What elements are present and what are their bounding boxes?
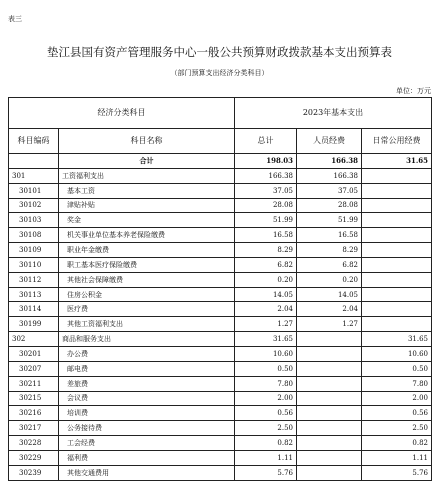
- cell-code: 30217: [9, 421, 59, 436]
- cell-personnel: [297, 421, 362, 436]
- table-row: [9, 436, 432, 451]
- cell-total: 6.82: [235, 257, 297, 272]
- table-row: [9, 272, 432, 287]
- cell-public: [362, 213, 432, 228]
- cell-name: 邮电费: [59, 361, 235, 376]
- cell-total: 5.76: [235, 465, 297, 480]
- cell-public: [362, 243, 432, 258]
- cell-name: 工资福利支出: [59, 168, 235, 183]
- cell-name: 公务接待费: [59, 421, 235, 436]
- header-name: 科目名称: [59, 129, 235, 154]
- cell-total: 1.27: [235, 317, 297, 332]
- cell-name: 其他交通费用: [59, 465, 235, 480]
- table-row: [9, 346, 432, 361]
- cell-public: 0.82: [362, 436, 432, 451]
- cell-personnel: 166.38: [297, 154, 362, 169]
- cell-public: 31.65: [362, 154, 432, 169]
- cell-code: 30228: [9, 436, 59, 451]
- cell-name: 奖金: [59, 213, 235, 228]
- cell-total: 198.03: [235, 154, 297, 169]
- cell-total: 14.05: [235, 287, 297, 302]
- cell-total: 0.56: [235, 406, 297, 421]
- cell-total: 7.80: [235, 376, 297, 391]
- table-row: [9, 376, 432, 391]
- table-row: [9, 228, 432, 243]
- cell-public: 10.60: [362, 346, 432, 361]
- cell-public: [362, 302, 432, 317]
- cell-code: 30109: [9, 243, 59, 258]
- cell-code: 302: [9, 332, 59, 347]
- cell-public: 0.56: [362, 406, 432, 421]
- table-body: [9, 154, 432, 481]
- cell-code: 30211: [9, 376, 59, 391]
- cell-code: 30112: [9, 272, 59, 287]
- cell-total: 0.50: [235, 361, 297, 376]
- table-row: [9, 465, 432, 480]
- page-subtitle: （部门预算支出经济分类科目）: [170, 69, 269, 77]
- cell-personnel: 37.05: [297, 183, 362, 198]
- header-row-group: [9, 98, 432, 129]
- cell-personnel: [297, 465, 362, 480]
- cell-public: [362, 168, 432, 183]
- cell-personnel: 14.05: [297, 287, 362, 302]
- cell-total: 0.82: [235, 436, 297, 451]
- cell-personnel: 28.08: [297, 198, 362, 213]
- cell-personnel: 51.99: [297, 213, 362, 228]
- header-year-basic: 2023年基本支出: [235, 98, 432, 129]
- table-row: [9, 450, 432, 465]
- cell-name: 合计: [59, 154, 235, 169]
- cell-code: 301: [9, 168, 59, 183]
- cell-public: 5.76: [362, 465, 432, 480]
- header-econ-class: 经济分类科目: [9, 98, 235, 129]
- page-title: 垫江县国有资产管理服务中心一般公共预算财政拨款基本支出预算表: [47, 45, 392, 59]
- table-row: [9, 183, 432, 198]
- cell-public: 2.00: [362, 391, 432, 406]
- cell-personnel: [297, 406, 362, 421]
- cell-name: 津贴补贴: [59, 198, 235, 213]
- cell-public: [362, 183, 432, 198]
- cell-name: 机关事业单位基本养老保险缴费: [59, 228, 235, 243]
- cell-name: 商品和服务支出: [59, 332, 235, 347]
- cell-total: 16.58: [235, 228, 297, 243]
- cell-code: 30113: [9, 287, 59, 302]
- cell-total: 2.00: [235, 391, 297, 406]
- sheet-label: 表三: [8, 15, 22, 23]
- cell-public: [362, 257, 432, 272]
- table-row: [9, 406, 432, 421]
- cell-name: 其他工资福利支出: [59, 317, 235, 332]
- cell-total: 51.99: [235, 213, 297, 228]
- table-row: [9, 257, 432, 272]
- cell-personnel: 166.38: [297, 168, 362, 183]
- cell-name: 职业年金缴费: [59, 243, 235, 258]
- table-row: [9, 213, 432, 228]
- cell-personnel: 8.29: [297, 243, 362, 258]
- cell-name: 福利费: [59, 450, 235, 465]
- cell-code: 30199: [9, 317, 59, 332]
- cell-code: 30239: [9, 465, 59, 480]
- cell-code: 30110: [9, 257, 59, 272]
- cell-total: 2.50: [235, 421, 297, 436]
- cell-personnel: [297, 376, 362, 391]
- cell-personnel: [297, 361, 362, 376]
- cell-personnel: [297, 332, 362, 347]
- cell-public: 1.11: [362, 450, 432, 465]
- cell-name: 其他社会保障缴费: [59, 272, 235, 287]
- header-code: 科目编码: [9, 129, 59, 154]
- cell-personnel: [297, 436, 362, 451]
- cell-total: 1.11: [235, 450, 297, 465]
- cell-code: 30103: [9, 213, 59, 228]
- cell-total: 8.29: [235, 243, 297, 258]
- header-personnel: 人员经费: [297, 129, 362, 154]
- cell-code: 30229: [9, 450, 59, 465]
- cell-name: 会议费: [59, 391, 235, 406]
- cell-name: 基本工资: [59, 183, 235, 198]
- table-row: [9, 332, 432, 347]
- table-row: [9, 317, 432, 332]
- cell-name: 差旅费: [59, 376, 235, 391]
- cell-total: 37.05: [235, 183, 297, 198]
- cell-personnel: 1.27: [297, 317, 362, 332]
- header-total: 总计: [235, 129, 297, 154]
- table-row: [9, 198, 432, 213]
- cell-total: 31.65: [235, 332, 297, 347]
- cell-total: 28.08: [235, 198, 297, 213]
- cell-public: [362, 287, 432, 302]
- total-row: [9, 154, 432, 169]
- cell-public: [362, 198, 432, 213]
- header-public: 日常公用经费: [362, 129, 432, 154]
- cell-code: 30114: [9, 302, 59, 317]
- cell-personnel: 2.04: [297, 302, 362, 317]
- cell-code: [9, 154, 59, 169]
- cell-personnel: 6.82: [297, 257, 362, 272]
- cell-name: 住房公积金: [59, 287, 235, 302]
- header-row-columns: [9, 129, 432, 154]
- cell-public: [362, 228, 432, 243]
- cell-public: 7.80: [362, 376, 432, 391]
- cell-code: 30108: [9, 228, 59, 243]
- table-row: [9, 421, 432, 436]
- cell-name: 医疗费: [59, 302, 235, 317]
- cell-code: 30102: [9, 198, 59, 213]
- cell-public: 0.50: [362, 361, 432, 376]
- cell-code: 30101: [9, 183, 59, 198]
- budget-table: [8, 97, 432, 481]
- unit-label: 单位：万元: [396, 87, 431, 95]
- cell-total: 2.04: [235, 302, 297, 317]
- cell-name: 职工基本医疗保险缴费: [59, 257, 235, 272]
- cell-personnel: [297, 346, 362, 361]
- table-row: [9, 391, 432, 406]
- cell-total: 166.38: [235, 168, 297, 183]
- cell-personnel: [297, 391, 362, 406]
- cell-code: 30215: [9, 391, 59, 406]
- cell-personnel: 16.58: [297, 228, 362, 243]
- cell-public: [362, 317, 432, 332]
- cell-name: 工会经费: [59, 436, 235, 451]
- table-row: [9, 168, 432, 183]
- cell-public: 31.65: [362, 332, 432, 347]
- cell-code: 30216: [9, 406, 59, 421]
- cell-name: 培训费: [59, 406, 235, 421]
- table-row: [9, 243, 432, 258]
- cell-code: 30201: [9, 346, 59, 361]
- cell-code: 30207: [9, 361, 59, 376]
- table-row: [9, 361, 432, 376]
- cell-personnel: [297, 450, 362, 465]
- cell-personnel: 0.20: [297, 272, 362, 287]
- cell-total: 0.20: [235, 272, 297, 287]
- cell-name: 办公费: [59, 346, 235, 361]
- cell-public: [362, 272, 432, 287]
- cell-total: 10.60: [235, 346, 297, 361]
- table-row: [9, 287, 432, 302]
- table-row: [9, 302, 432, 317]
- cell-public: 2.50: [362, 421, 432, 436]
